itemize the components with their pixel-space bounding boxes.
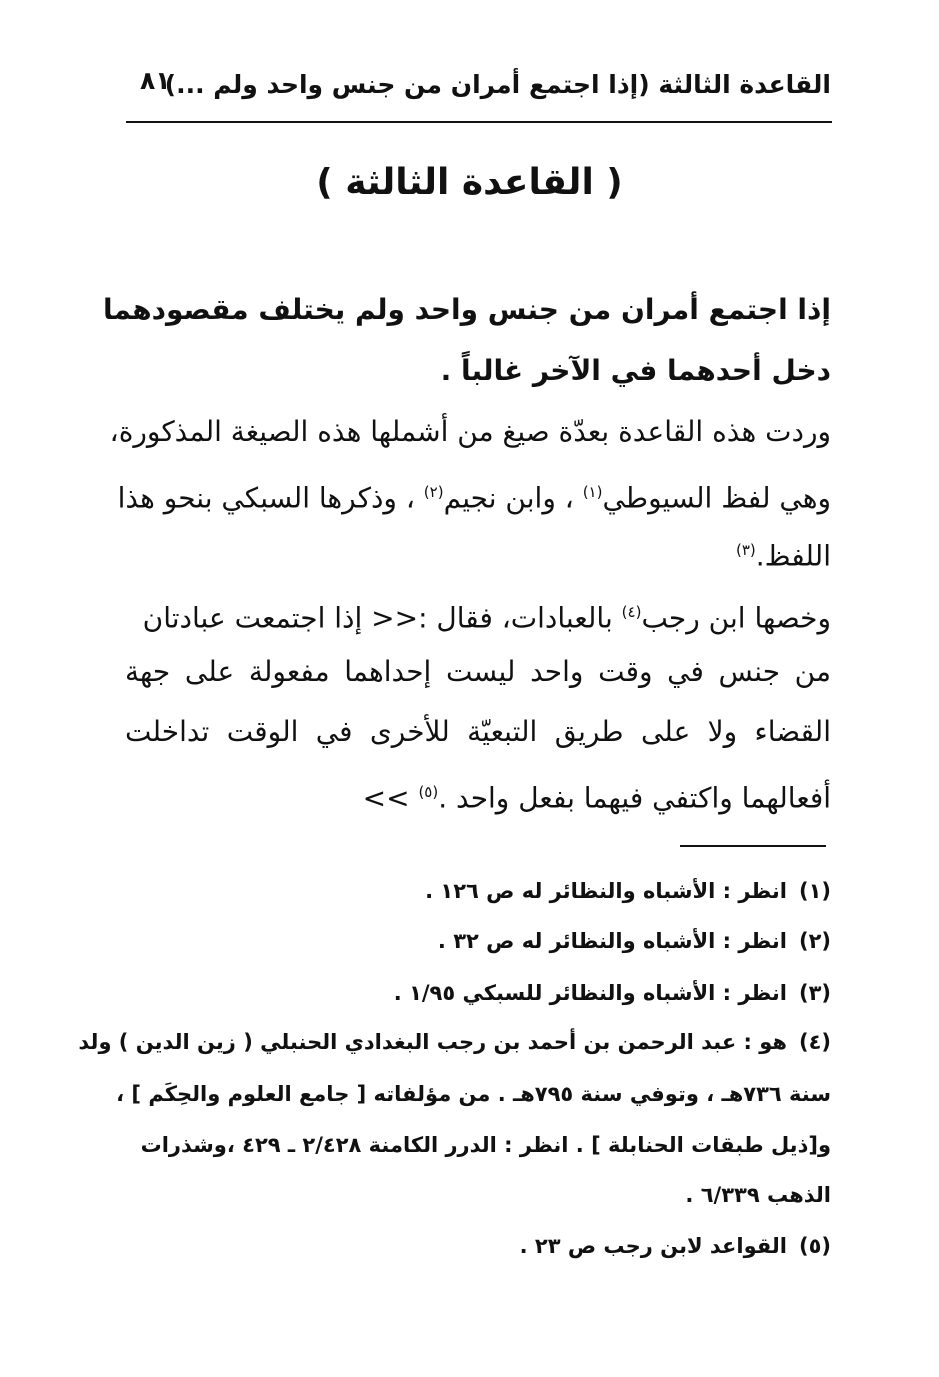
footnote-number: (٢) (798, 929, 831, 953)
footnote-text: هو : عبد الرحمن بن أحمد بن رجب البغدادي الحنبلي ( زين الدين ) ولد (78, 1030, 787, 1054)
footnote-text: انظر : الأشباه والنظائر للسبكي ١/٩٥ . (393, 981, 787, 1005)
rule-statement-line-1: إذا اجتمع أمران من جنس واحد ولم يختلف مقصودهما (102, 293, 831, 326)
footnote-4-line-3: و[ذيل طبقات الحنابلة ] . انظر : الدرر الكامنة ٢/٤٢٨ ـ ٤٢٩ ،وشذرات (140, 1133, 831, 1157)
paragraph-1-line-3 (125, 530, 831, 576)
footnote-4-line-2: سنة ٧٣٦هـ ، وتوفي سنة ٧٩٥هـ . من مؤلفاته [ جامع العلوم والحِكَم ] ، (116, 1082, 831, 1106)
page-number: ٨١ (140, 66, 171, 95)
paragraph-2-line-2: من جنس في وقت واحد ليست إحداهما مفعولة على جهة (125, 655, 831, 688)
paragraph-1-line-1: وردت هذه القاعدة بعدّة صيغ من أشملها هذه الصيغة المذكورة، (109, 415, 831, 448)
footnote-ref-4: (٤) (621, 603, 642, 621)
footnote-1 (125, 876, 831, 906)
paragraph-2-line-3: القضاء ولا على طريق التبعيّة للأخرى في الوقت تداخلت (125, 715, 831, 748)
footnote-number: (٣) (798, 981, 831, 1005)
rule-statement-line-2: دخل أحدهما في الآخر غالباً . (440, 354, 831, 387)
paragraph-2-line-4 (125, 772, 831, 818)
paragraph-text: وهي لفظ السيوطي (602, 481, 831, 515)
running-header-title: القاعدة الثالثة (إذا اجتمع أمران من جنس واحد ولم ...) (164, 70, 831, 99)
footnote-text: انظر : الأشباه والنظائر له ص ٣٢ . (437, 929, 787, 953)
footnote-ref-3: (٣) (735, 541, 756, 559)
section-heading: ( القاعدة الثالثة ) (316, 162, 623, 203)
footnote-divider (680, 845, 826, 847)
paragraph-2-line-1 (125, 592, 831, 638)
footnote-ref-2: (٢) (423, 483, 444, 501)
paragraph-text: اللفظ. (755, 539, 831, 573)
footnote-number: (١) (798, 879, 831, 903)
paragraph-1-line-2 (117, 472, 831, 518)
paragraph-text: ، وابن نجيم (443, 481, 574, 515)
paragraph-text: بالعبادات، فقال :<< إذا اجتمعت عبادتان (142, 601, 613, 635)
footnote-number: (٤) (798, 1030, 831, 1054)
paragraph-text: >> (362, 781, 410, 815)
footnote-text: انظر : الأشباه والنظائر له ص ١٢٦ . (425, 879, 787, 903)
paragraph-text: أفعالهما واكتفي فيهما بفعل واحد . (438, 781, 831, 815)
footnote-ref-5: (٥) (418, 783, 439, 801)
footnote-3 (125, 978, 831, 1008)
paragraph-text: ، وذكرها السبكي بنحو هذا (117, 481, 415, 515)
footnote-4-line-4: الذهب ٦/٣٣٩ . (685, 1183, 831, 1207)
footnote-4-line-1 (78, 1027, 831, 1057)
paragraph-text: وخصها ابن رجب (641, 601, 831, 635)
footnote-text: القواعد لابن رجب ص ٢٣ . (519, 1234, 787, 1258)
footnote-2 (125, 926, 831, 956)
footnote-ref-1: (١) (582, 483, 603, 501)
footnote-number: (٥) (798, 1234, 831, 1258)
footnote-5 (125, 1231, 831, 1261)
header-divider (126, 121, 832, 123)
